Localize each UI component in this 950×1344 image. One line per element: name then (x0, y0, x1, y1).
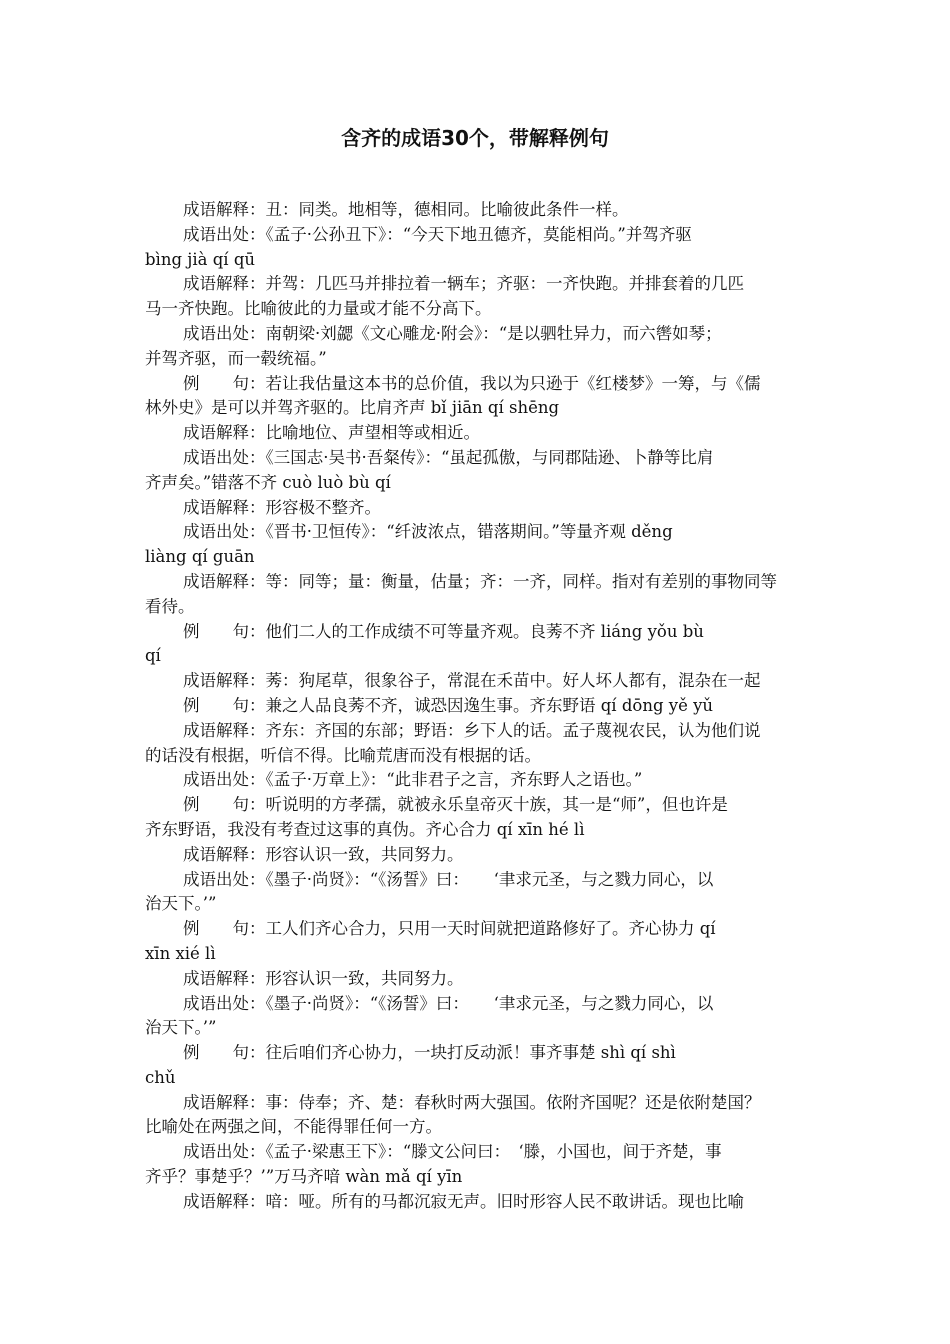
text-line: xīn xié lì (145, 943, 216, 963)
text-line: bìng jià qí qū (145, 249, 256, 269)
text-line: 成语解释：齐东：齐国的东部；野语：乡下人的话。孟子蔑视农民，认为他们说 (183, 720, 761, 740)
text-line: 成语解释：并驾：几匹马并排拉着一辆车；齐驱：一齐快跑。并排套着的几匹 (183, 274, 744, 294)
text-line: 成语解释：丑：同类。地相等，德相同。比喻彼此条件一样。 (183, 200, 629, 219)
text-line: 成语出处：《墨子·尚贤》：“《汤誓》曰： ‘聿求元圣，与之戮力同心，以 (183, 869, 714, 889)
text-line: qí (145, 646, 161, 666)
text-line: 成语解释：形容认识一致，共同努力。 (183, 968, 464, 988)
text-line: 成语解释：喑：哑。所有的马都沉寂无声。旧时形容人民不敢讲话。现也比喻 (183, 1191, 744, 1211)
text-line: 成语解释：比喻地位、声望相等或相近。 (183, 423, 480, 443)
text-line: 齐声矣。”错落不齐 cuò luò bù qí (145, 472, 391, 492)
text-line: 例 句：他们二人的工作成绩不可等量齐观。良莠不齐 liáng yǒu bù (183, 621, 704, 641)
text-line: 成语出处：《孟子·万章上》：“此非君子之言，齐东野人之语也。” (183, 770, 643, 790)
text-line: 成语出处：《晋书·卫恒传》：“纤波浓点，错落期间。”等量齐观 děng (183, 522, 673, 542)
text-line: 成语解释：形容极不整齐。 (183, 497, 381, 517)
document-body (145, 198, 807, 1215)
text-line: 成语出处：南朝梁·刘勰《文心雕龙·附会》：“是以驷牡异力，而六辔如琴； (183, 323, 722, 343)
text-line: 并驾齐驱，而一毂统福。” (145, 348, 327, 368)
text-line: 比喻处在两强之间，不能得罪任何一方。 (145, 1117, 442, 1137)
text-line: 治天下。’” (145, 1018, 217, 1038)
text-line: 齐乎？事楚乎？’”万马齐喑 wàn mǎ qí yīn (145, 1167, 463, 1187)
text-line: 成语出处：《三国志·吴书·吾粲传》：“虽起孤傲，与同郡陆逊、卜静等比肩 (183, 447, 714, 467)
text-line: chǔ (145, 1067, 176, 1087)
text-line: 成语解释：莠：狗尾草，很象谷子，常混在禾苗中。好人坏人都有，混杂在一起 (183, 671, 761, 691)
text-line: 成语解释：形容认识一致，共同努力。 (183, 844, 464, 864)
text-line: 成语出处：《墨子·尚贤》：“《汤誓》曰： ‘聿求元圣，与之戮力同心，以 (183, 993, 714, 1013)
text-line: 成语解释：等：同等；量：衡量，估量；齐：一齐，同样。指对有差别的事物同等 (183, 571, 777, 591)
text-line: 例 句：工人们齐心合力，只用一天时间就把道路修好了。齐心协力 qí (183, 919, 716, 939)
text-line: 例 句：听说明的方孝孺，就被永乐皇帝灭十族，其一是“师”，但也许是 (183, 795, 728, 815)
text-line: 的话没有根据，听信不得。比喻荒唐而没有根据的话。 (145, 745, 541, 765)
text-line: 成语出处：《孟子·公孙丑下》：“今天下地丑德齐，莫能相尚。”并驾齐驱 (183, 224, 692, 244)
text-line: 例 句：兼之人品良莠不齐，诚恐因逸生事。齐东野语 qí dōng yě yǔ (183, 695, 714, 715)
text-line: 马一齐快跑。比喻彼此的力量或才能不分高下。 (145, 299, 492, 319)
text-line: 看待。 (145, 596, 195, 616)
text-line: 成语解释：事：侍奉；齐、楚：春秋时两大强国。依附齐国呢？还是依附楚国？ (183, 1092, 761, 1112)
text-line: 齐东野语，我没有考查过这事的真伪。齐心合力 qí xīn hé lì (145, 819, 585, 839)
text-line: 成语出处：《孟子·梁惠王下》：“滕文公问曰： ‘滕，小国也，间于齐楚，事 (183, 1142, 722, 1162)
text-line: 例 句：若让我估量这本书的总价值，我以为只逊于《红楼梦》一筹，与《儒 (183, 373, 761, 393)
document-title: 含齐的成语30个，带解释例句 (341, 126, 609, 150)
text-line: 林外史》是可以并驾齐驱的。比肩齐声 bǐ jiān qí shēng (145, 398, 560, 418)
text-line: liàng qí guān (145, 547, 255, 567)
text-line: 例 句：往后咱们齐心协力，一块打反动派！事齐事楚 shì qí shì (183, 1043, 676, 1063)
text-line: 治天下。’” (145, 894, 217, 914)
